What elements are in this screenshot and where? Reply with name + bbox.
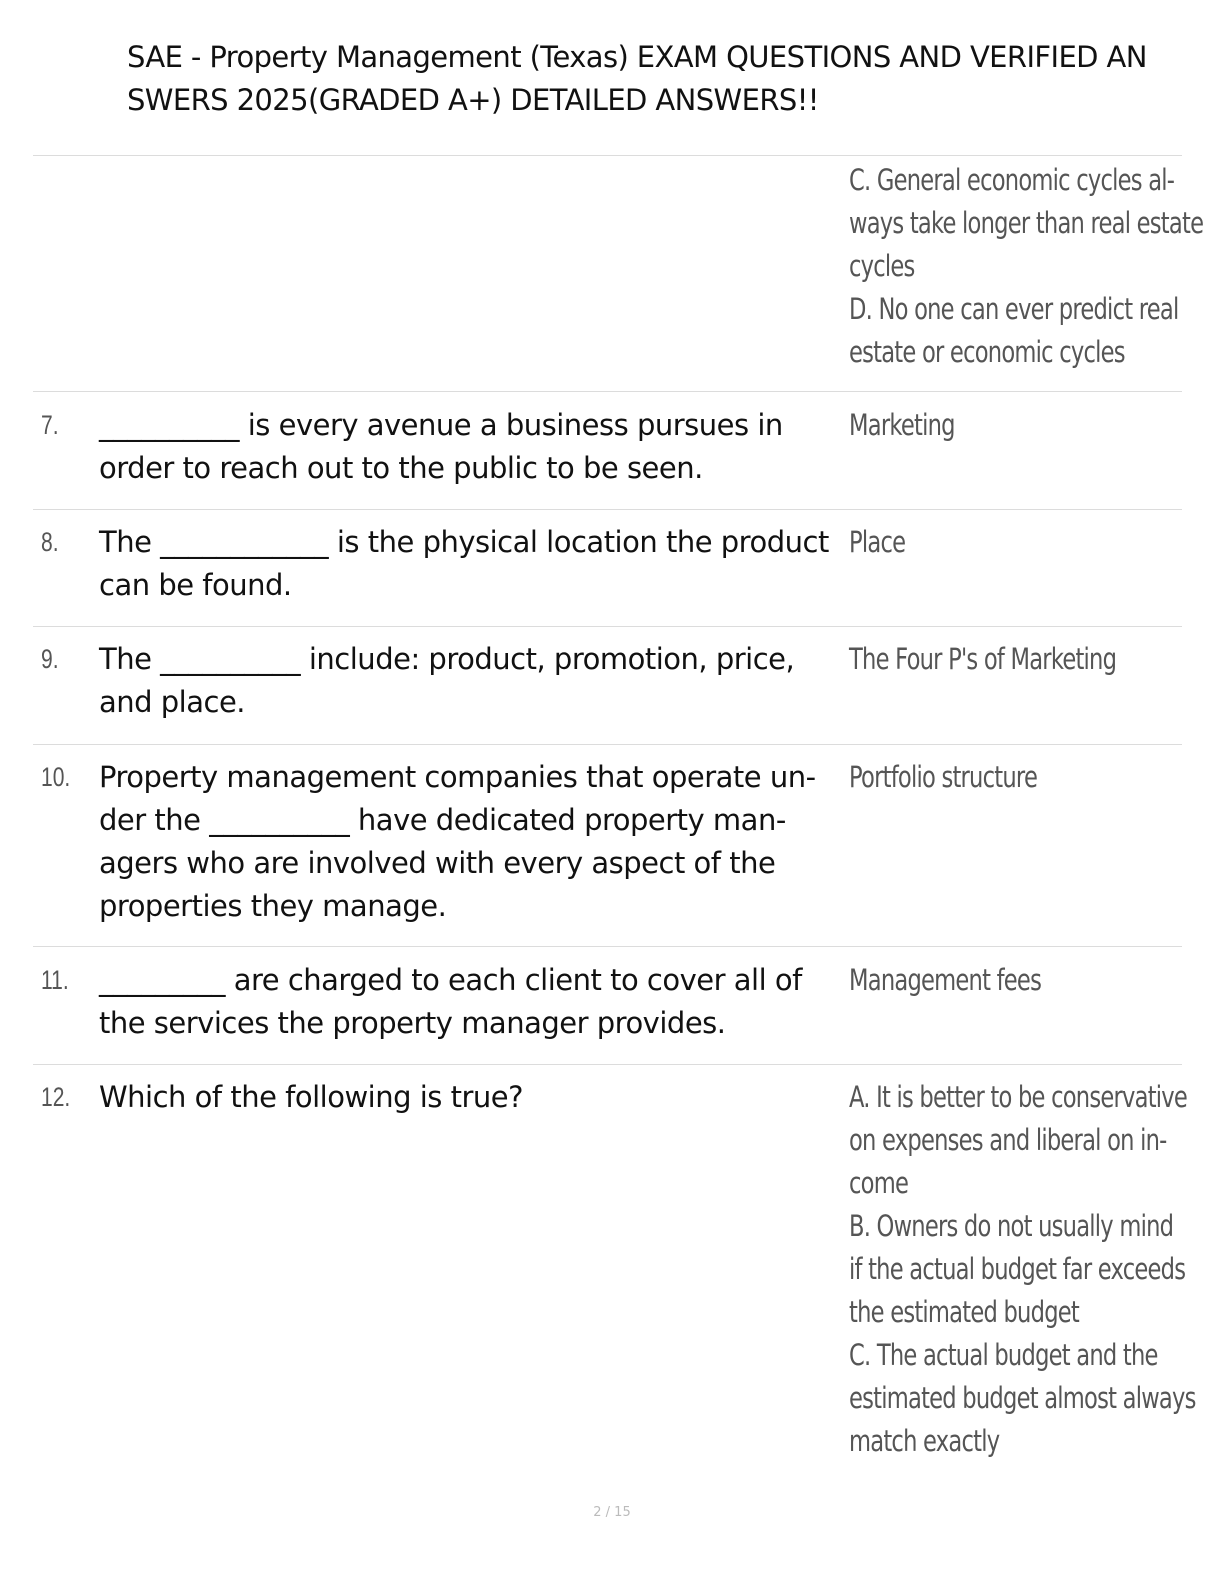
continued-answer (849, 159, 1204, 374)
question-line: and place. (99, 685, 246, 719)
answer-text (849, 959, 1161, 1002)
answer-line: ways take longer than real estate (849, 206, 1204, 240)
answer-line: C. The actual budget and the (849, 1338, 1158, 1372)
answer-line: estate or economic cycles (849, 335, 1125, 369)
question-line: the services the property manager provides. (99, 1006, 726, 1040)
question-line: der the __________ have dedicated property man- (99, 803, 786, 837)
question-number: 7. (41, 410, 59, 440)
divider (33, 391, 1182, 392)
answer-text (849, 404, 1161, 447)
divider (33, 155, 1182, 156)
title-line: SAE - Property Management (Texas) EXAM QUESTIONS AND VERIFIED AN (127, 40, 1147, 74)
answer-line: Management fees (849, 963, 1042, 997)
divider (33, 509, 1182, 510)
question-number: 8. (41, 527, 59, 557)
divider (33, 744, 1182, 745)
question-line: order to reach out to the public to be seen. (99, 451, 703, 485)
answer-line: on expenses and liberal on in- (849, 1123, 1167, 1157)
answer-text (849, 1076, 1196, 1463)
question-number: 12. (41, 1082, 71, 1112)
answer-line: match exactly (849, 1424, 1000, 1458)
answer-line: Place (849, 525, 906, 559)
question-line: Property management companies that operate un- (99, 760, 816, 794)
question-number: 10. (41, 762, 71, 792)
answer-line: The Four P's of Marketing (849, 642, 1117, 676)
answer-line: A. It is better to be conservative (849, 1080, 1188, 1114)
question-line: The ____________ is the physical location the product (99, 525, 829, 559)
answer-line: Marketing (849, 408, 955, 442)
page-indicator: 2 / 15 (593, 1505, 631, 1520)
answer-line: the estimated budget (849, 1295, 1080, 1329)
question-line: _________ are charged to each client to cover all of (99, 963, 802, 997)
question-line: properties they manage. (99, 889, 447, 923)
answer-line: cycles (849, 249, 915, 283)
answer-text (849, 638, 1161, 681)
question-text (99, 521, 844, 607)
question-line: The __________ include: product, promotion, price, (99, 642, 795, 676)
question-line: Which of the following is true? (99, 1080, 524, 1114)
divider (33, 946, 1182, 947)
answer-line: come (849, 1166, 909, 1200)
question-text (99, 404, 844, 490)
answer-text (849, 756, 1161, 799)
divider (33, 1064, 1182, 1065)
answer-line: estimated budget almost always (849, 1381, 1196, 1415)
question-line: __________ is every avenue a business pursues in (99, 408, 783, 442)
answer-line: if the actual budget far exceeds (849, 1252, 1186, 1286)
title-line: SWERS 2025(GRADED A+) DETAILED ANSWERS!! (127, 83, 819, 117)
question-number: 9. (41, 644, 59, 674)
answer-line: C. General economic cycles al- (849, 163, 1175, 197)
answer-text (849, 521, 1161, 564)
question-number: 11. (41, 965, 69, 995)
question-text (99, 638, 844, 724)
question-text (99, 1076, 844, 1119)
answer-line: D. No one can ever predict real (849, 292, 1179, 326)
question-line: agers who are involved with every aspect of the (99, 846, 776, 880)
question-line: can be found. (99, 568, 292, 602)
answer-line: B. Owners do not usually mind (849, 1209, 1174, 1243)
question-text (99, 959, 844, 1045)
page-title (127, 36, 1217, 122)
divider (33, 626, 1182, 627)
question-text (99, 756, 844, 928)
answer-line: Portfolio structure (849, 760, 1038, 794)
